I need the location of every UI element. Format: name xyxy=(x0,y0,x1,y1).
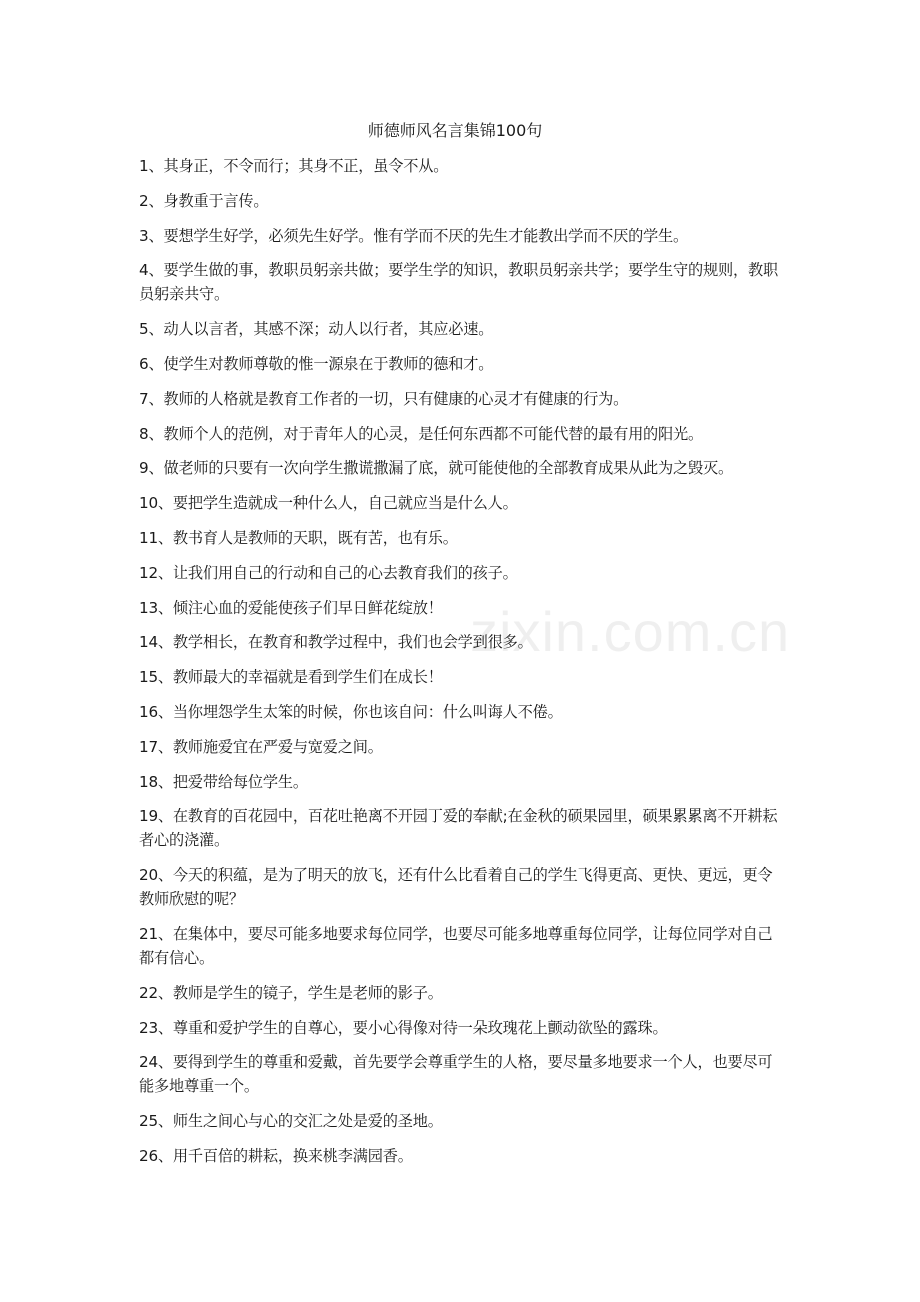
list-item: 22、教师是学生的镜子，学生是老师的影子。 xyxy=(139,983,443,1002)
quote-list xyxy=(139,154,787,1179)
list-item: 7、教师的人格就是教育工作者的一切，只有健康的心灵才有健康的行为。 xyxy=(139,389,629,408)
list-item: 23、尊重和爱护学生的自尊心，要小心得像对待一朵玫瑰花上颤动欲坠的露珠。 xyxy=(139,1018,668,1037)
list-item: 5、动人以言者，其感不深；动人以行者，其应必速。 xyxy=(139,320,494,339)
list-item: 6、使学生对教师尊敬的惟一源泉在于教师的德和才。 xyxy=(139,354,494,373)
list-item: 4、要学生做的事，教职员躬亲共做；要学生学的知识，教职员躬亲共学；要学生守的规则，教职员躬亲共守。 xyxy=(139,261,778,304)
list-item: 8、教师个人的范例，对于青年人的心灵，是任何东西都不可能代替的最有用的阳光。 xyxy=(139,424,704,443)
list-item: 13、倾注心血的爱能使孩子们早日鲜花绽放！ xyxy=(139,598,443,617)
list-item: 26、用千百倍的耕耘，换来桃李满园香。 xyxy=(139,1146,413,1165)
document-title: 师德师风名言集锦100句 xyxy=(367,121,543,140)
list-item: 11、教书育人是教师的天职，既有苦，也有乐。 xyxy=(139,528,458,547)
list-item: 25、师生之间心与心的交汇之处是爱的圣地。 xyxy=(139,1112,443,1131)
list-item: 16、当你埋怨学生太笨的时候，你也该自问：什么叫诲人不倦。 xyxy=(139,702,563,721)
list-item: 21、在集体中，要尽可能多地要求每位同学，也要尽可能多地尊重每位同学，让每位同学对自己都有信心。 xyxy=(139,924,773,967)
list-item: 10、要把学生造就成一种什么人，自己就应当是什么人。 xyxy=(139,494,518,513)
list-item: 14、教学相长，在教育和教学过程中，我们也会学到很多。 xyxy=(139,633,533,652)
list-item: 1、其身正，不令而行；其身不正，虽令不从。 xyxy=(139,157,449,175)
watermark: zixin.com.cn xyxy=(470,600,791,663)
list-item: 24、要得到学生的尊重和爱戴，首先要学会尊重学生的人格，要尽量多地要求一个人，也要尽可能多地尊重一个。 xyxy=(139,1053,773,1096)
list-item: 19、在教育的百花园中，百花吐艳离不开园丁爱的奉献;在金秋的硕果园里，硕果累累离不开耕耘者心的浇灌。 xyxy=(139,807,778,850)
list-item: 3、要想学生好学，必须先生好学。惟有学而不厌的先生才能教出学而不厌的学生。 xyxy=(139,226,689,245)
list-item: 2、身教重于言传。 xyxy=(139,191,269,210)
list-item: 15、教师最大的幸福就是看到学生们在成长！ xyxy=(139,668,443,687)
list-item: 17、教师施爱宜在严爱与宽爱之间。 xyxy=(139,737,383,756)
list-item: 20、今天的积蕴，是为了明天的放飞，还有什么比看着自己的学生飞得更高、更快、更远，更令教师欣慰的呢？ xyxy=(139,866,773,909)
list-item: 12、让我们用自己的行动和自己的心去教育我们的孩子。 xyxy=(139,563,518,582)
list-item: 18、把爱带给每位学生。 xyxy=(139,772,308,791)
list-item: 9、做老师的只要有一次向学生撒谎撒漏了底，就可能使他的全部教育成果从此为之毁灭。 xyxy=(139,459,733,478)
